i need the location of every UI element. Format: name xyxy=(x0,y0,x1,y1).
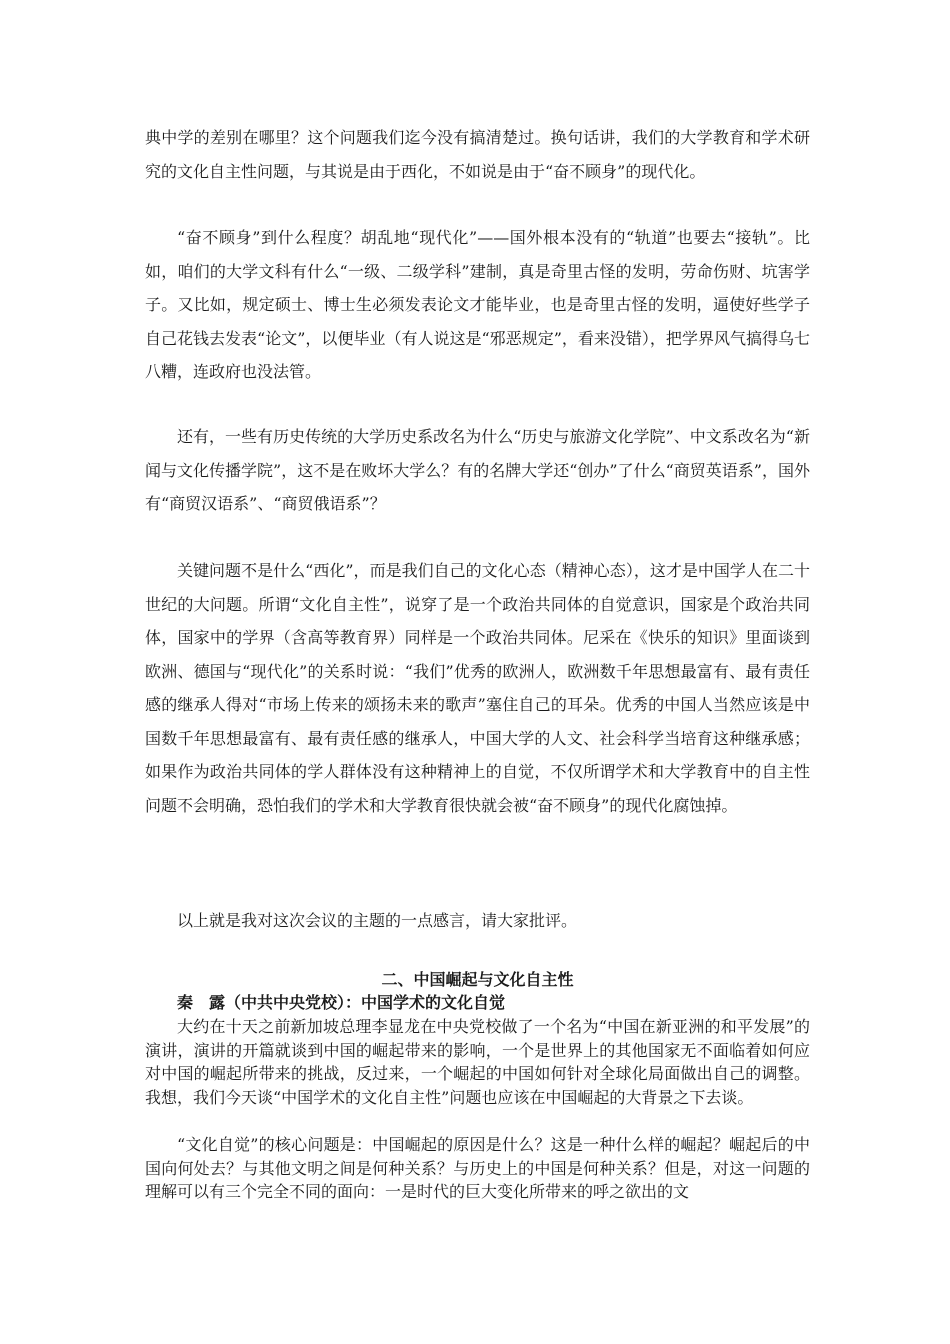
body-paragraph: 以上就是我对这次会议的主题的一点感言，请大家批评。 xyxy=(177,911,578,930)
speaker-heading: 秦 露（中共中央党校）：中国学术的文化自觉 xyxy=(177,993,506,1012)
body-paragraph: 还有，一些有历史传统的大学历史系改名为什么“历史与旅游文化学院”、中文系改名为“新闻与文化传播学院”，这不是在败坏大学么？有的名牌大学还“创办”了什么“商贸英语系”，国外有“商贸汉语系”、“商贸俄语系”？ xyxy=(145,427,810,513)
body-paragraph: 关键问题不是什么“西化”，而是我们自己的文化心态（精神心态），这才是中国学人在二十世纪的大问题。所谓“文化自主性”，说穿了是一个政治共同体的自觉意识，国家是个政治共同体，国家中的学界（含高等教育界）同样是一个政治共同体。尼采在《快乐的知识》里面谈到欧洲、德国与“现代化”的关系时说：“我们”优秀的欧洲人，欧洲数千年思想最富有、最有责任感的继承人得对“市场上传来的颂扬未来的歌声”塞住自己的耳朵。优秀的中国人当然应该是中国数千年思想最富有、最有责任感的继承人，中国大学的人文、社会科学当培育这种继承感；如果作为政治共同体的学人群体没有这种精神上的自觉，不仅所谓学术和大学教育中的自主性问题不会明确，恐怕我们的学术和大学教育很快就会被“奋不顾身”的现代化腐蚀掉。 xyxy=(145,561,810,815)
section-heading: 二、中国崛起与文化自主性 xyxy=(381,970,574,989)
section-paragraph: “文化自觉”的核心问题是：中国崛起的原因是什么？这是一种什么样的崛起？崛起后的中国向何处去？与其他文明之间是何种关系？与历史上的中国是何种关系？但是，对这一问题的理解可以有三个完全不同的面向：一是时代的巨大变化所带来的呼之欲出的文 xyxy=(145,1135,810,1201)
section-paragraph: 大约在十天之前新加坡总理李显龙在中央党校做了一个名为“中国在新亚洲的和平发展”的演讲，演讲的开篇就谈到中国的崛起带来的影响，一个是世界上的其他国家无不面临着如何应对中国的崛起所带来的挑战，反过来，一个崛起的中国如何针对全球化局面做出自己的调整。我想，我们今天谈“中国学术的文化自主性”问题也应该在中国崛起的大背景之下去谈。 xyxy=(145,1017,810,1107)
body-paragraph: 典中学的差别在哪里？这个问题我们迄今没有搞清楚过。换句话讲，我们的大学教育和学术研究的文化自主性问题，与其说是由于西化，不如说是由于“奋不顾身”的现代化。 xyxy=(145,128,810,181)
body-paragraph: “奋不顾身”到什么程度？胡乱地“现代化”——国外根本没有的“轨道”也要去“接轨”。比如，咱们的大学文科有什么“一级、二级学科”建制，真是奇里古怪的发明，劳命伤财、坑害学子。又比如，规定硕士、博士生必须发表论文才能毕业，也是奇里古怪的发明，逼使好些学子自己花钱去发表“论文”，以便毕业（有人说这是“邪恶规定”，看来没错），把学界风气搞得乌七八糟，连政府也没法管。 xyxy=(145,228,810,381)
